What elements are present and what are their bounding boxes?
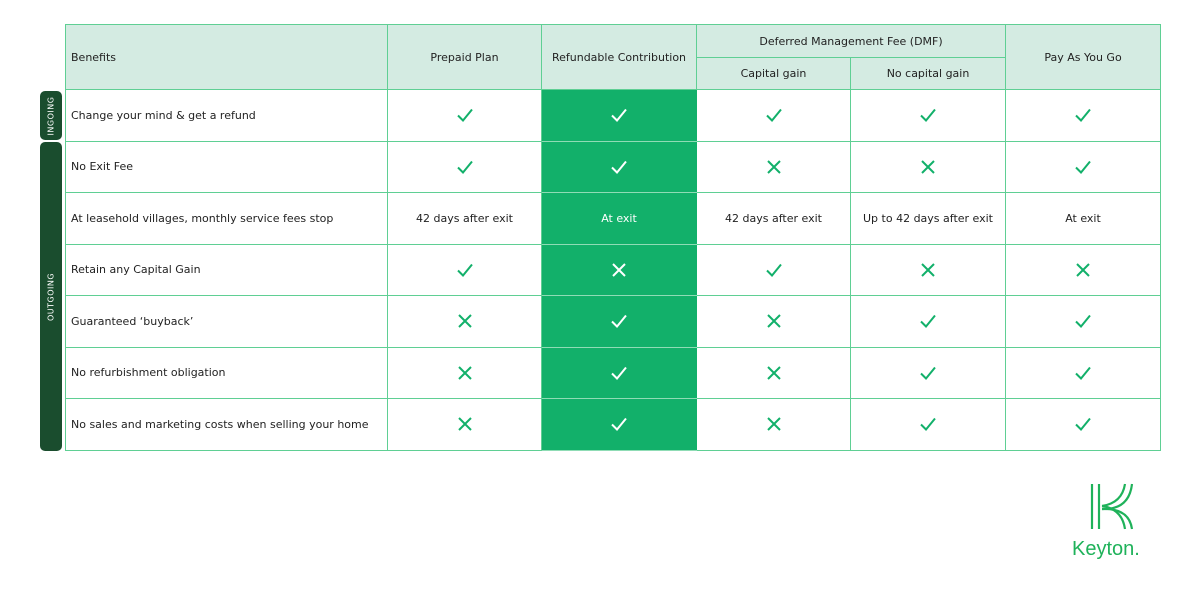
check-icon bbox=[609, 105, 629, 125]
section-tab-ingoing bbox=[40, 91, 62, 140]
table-row bbox=[66, 347, 1161, 399]
header-benefits: Benefits bbox=[66, 25, 388, 90]
check-icon bbox=[764, 260, 784, 280]
cell-prepaid bbox=[388, 296, 542, 348]
section-label-ingoing: INGOING bbox=[46, 96, 56, 135]
cross-icon bbox=[764, 311, 784, 331]
benefit-label: Change your mind & get a refund bbox=[66, 90, 388, 142]
benefit-label: No Exit Fee bbox=[66, 141, 388, 193]
check-icon bbox=[609, 157, 629, 177]
cross-icon bbox=[918, 157, 938, 177]
table-row bbox=[66, 244, 1161, 296]
cross-icon bbox=[918, 260, 938, 280]
section-tab-outgoing bbox=[40, 142, 62, 451]
cell-dmf-no-capital bbox=[851, 296, 1006, 348]
check-icon bbox=[1073, 414, 1093, 434]
cell-payg bbox=[1006, 296, 1161, 348]
check-icon bbox=[455, 105, 475, 125]
cell-refundable bbox=[542, 296, 697, 348]
cell-payg bbox=[1006, 347, 1161, 399]
cell-refundable bbox=[542, 244, 697, 296]
cross-icon bbox=[455, 311, 475, 331]
table-row bbox=[66, 90, 1161, 142]
benefit-label: No refurbishment obligation bbox=[66, 347, 388, 399]
cell-dmf-no-capital bbox=[851, 347, 1006, 399]
cross-icon bbox=[455, 414, 475, 434]
check-icon bbox=[455, 260, 475, 280]
table-row bbox=[66, 193, 1161, 245]
cell-prepaid bbox=[388, 399, 542, 451]
benefit-label: At leasehold villages, monthly service fees stop bbox=[66, 193, 388, 245]
header-dmf-capital-gain: Capital gain bbox=[697, 58, 851, 90]
cell-refundable bbox=[542, 90, 697, 142]
check-icon bbox=[609, 363, 629, 383]
cross-icon bbox=[1073, 260, 1093, 280]
cross-icon bbox=[764, 414, 784, 434]
cell-dmf-capital bbox=[697, 90, 851, 142]
header-dmf-no-capital-gain: No capital gain bbox=[851, 58, 1006, 90]
cell-payg bbox=[1006, 244, 1161, 296]
cell-dmf-no-capital bbox=[851, 244, 1006, 296]
cross-icon bbox=[764, 363, 784, 383]
benefit-label: Guaranteed ‘buyback’ bbox=[66, 296, 388, 348]
cell-payg bbox=[1006, 141, 1161, 193]
check-icon bbox=[609, 414, 629, 434]
cell-refundable: At exit bbox=[542, 193, 697, 245]
header-dmf: Deferred Management Fee (DMF) bbox=[697, 25, 1006, 58]
check-icon bbox=[1073, 105, 1093, 125]
cell-dmf-no-capital: Up to 42 days after exit bbox=[851, 193, 1006, 245]
cell-dmf-capital bbox=[697, 244, 851, 296]
check-icon bbox=[918, 414, 938, 434]
table-row bbox=[66, 399, 1161, 451]
cell-refundable bbox=[542, 141, 697, 193]
check-icon bbox=[609, 311, 629, 331]
comparison-table-wrapper bbox=[65, 24, 1161, 451]
check-icon bbox=[918, 311, 938, 331]
cell-payg bbox=[1006, 399, 1161, 451]
cell-payg: At exit bbox=[1006, 193, 1161, 245]
check-icon bbox=[918, 363, 938, 383]
table-row bbox=[66, 141, 1161, 193]
header-refundable-contribution: Refundable Contribution bbox=[542, 25, 697, 90]
section-label-outgoing: OUTGOING bbox=[46, 272, 56, 321]
cell-dmf-no-capital bbox=[851, 90, 1006, 142]
cell-dmf-capital bbox=[697, 347, 851, 399]
check-icon bbox=[1073, 311, 1093, 331]
cell-dmf-no-capital bbox=[851, 141, 1006, 193]
cross-icon bbox=[764, 157, 784, 177]
comparison-table bbox=[65, 24, 1161, 451]
cross-icon bbox=[455, 363, 475, 383]
table-row bbox=[66, 296, 1161, 348]
cell-prepaid: 42 days after exit bbox=[388, 193, 542, 245]
cell-prepaid bbox=[388, 90, 542, 142]
cell-payg bbox=[1006, 90, 1161, 142]
cell-dmf-no-capital bbox=[851, 399, 1006, 451]
cell-prepaid bbox=[388, 347, 542, 399]
check-icon bbox=[1073, 363, 1093, 383]
check-icon bbox=[455, 157, 475, 177]
cell-dmf-capital bbox=[697, 399, 851, 451]
cell-prepaid bbox=[388, 244, 542, 296]
check-icon bbox=[764, 105, 784, 125]
check-icon bbox=[1073, 157, 1093, 177]
benefit-label: Retain any Capital Gain bbox=[66, 244, 388, 296]
cell-dmf-capital: 42 days after exit bbox=[697, 193, 851, 245]
cell-refundable bbox=[542, 399, 697, 451]
cell-refundable bbox=[542, 347, 697, 399]
keyton-logo-text: Keyton. bbox=[1072, 538, 1140, 560]
cell-dmf-capital bbox=[697, 296, 851, 348]
cross-icon bbox=[609, 260, 629, 280]
header-prepaid-plan: Prepaid Plan bbox=[388, 25, 542, 90]
benefit-label: No sales and marketing costs when selling your home bbox=[66, 399, 388, 451]
cell-dmf-capital bbox=[697, 141, 851, 193]
cell-prepaid bbox=[388, 141, 542, 193]
header-pay-as-you-go: Pay As You Go bbox=[1006, 25, 1161, 90]
check-icon bbox=[918, 105, 938, 125]
